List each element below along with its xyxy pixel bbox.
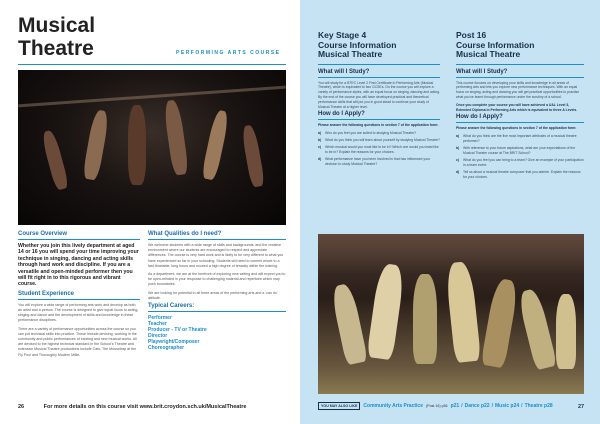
careers-heading: Typical Careers: [148, 303, 195, 310]
also-like-tag: YOU MAY ALSO LIKE [318, 402, 360, 410]
post16-study-heading: What will I Study? [456, 69, 508, 75]
list-item: a) What do you think are the five most important attributes of a musical theatre performer? [456, 133, 577, 143]
list-item: b) With reference to your future aspirations, what are your expectations of the Musical Theatre course at The BRIT School? [456, 145, 576, 155]
qualities-heading: What Qualities do I need? [148, 231, 222, 237]
course-url[interactable]: For more details on this course visit www.brit.croydon.sch.uk/MusicalTheatre [43, 404, 247, 410]
ks4-apply-heading: How do I Apply? [318, 111, 365, 118]
page-number: 26 [18, 404, 25, 410]
ks4-questions [318, 131, 440, 167]
right-footer: YOU MAY ALSO LIKE Community Arts Practice (Post 16) p36 p21 / Dance p22 / Music p24 / Theatre p28 [318, 401, 553, 411]
link-theatre[interactable]: Theatre p28 [524, 403, 553, 409]
course-overview-column: Course Overview Whether you join this lively department at aged 14 or 16 you will spend your time improving your technique in singing, dancing and acting skills through hard work and discipline. If you are a versatile and open-minded performer then you will fit right in to this rigorous and vibrant course. Student Experience You will explore a wide range of performing arts work and develop as both an artist and a person. The course is designed to give equal focus to acting, singing and dance and the development of skills and knowledge in these performance disciplines. There are a variety of performance opportunities across the course so you can put technical skills into practice. These include devising, working in the community and public performances of existing and new musical works. All are devised to the highest technical standard in the School's Theatre and extensive Musical Theatre productions include Cats, The Mousetrap at the Fly Pool and Thoroughly Modern Millie. [18, 231, 139, 357]
post16-heading: Post 16 Course Information Musical Theatre [456, 30, 535, 59]
qualities-column: What Qualities do I need? We welcome students with a wide range of skills and backgrounds, and the creative environment where our students are encouraged to respect and appreciate differences. The course is very hard work and is likely to be very different to what you have experienced so far in your schooling. Students will need to commit whole to a fast timetable, long hours and exceed a high degree of tenacity within the training. As a department, we are at the forefront of exploring new writing and will expect you to be open-minded in your response to challenging material and repertoire which may push boundaries. We are looking for potential in all three areas of the performing arts and a 'can do' attitude. Typical Careers: Performer Teacher Producer - TV or Theatre Director Playwright/Composer Choreographer [148, 231, 286, 352]
post16-column: What will I Study? This course focuses on developing your skills and knowledge in all areas of performing arts and lets you explore new performance techniques. With an equal focus on singing, acting and dancing you will get practical opportunities to practise what you've learnt through performance under the scrutiny of a school. Once you complete your course you will have achieved a UAL Level 3, Extended Diploma in Performing Arts which is equivalent to three A Levels. How do I Apply? Please answer the following questions in section 7 of the application form: a) What do you think are the five most important attributes of a musical theatre performer? b) With reference to your future aspirations, what are your expectations of the Musical Theatre course at The BRIT School? c) What do you feel you can bring to a team? Give an example of your participation in a team event. d) Tell us about a musical theatre composer that you admire. Explain the reasons for your choices. [456, 69, 584, 179]
ks4-study-heading: What will I Study? [318, 69, 370, 75]
page-number-right: 27 [578, 404, 585, 410]
link-community-arts[interactable]: Community Arts Practice [363, 403, 423, 409]
list-item: d) Tell us about a musical theatre composer that you admire. Explain the reasons for your choices. [456, 170, 581, 179]
performance-photo [318, 234, 584, 394]
ks4-heading: Key Stage 4 Course Information Musical Theatre [318, 30, 397, 59]
page-title: Musical Theatre [18, 14, 96, 60]
careers-list: Performer Teacher Producer - TV or Theatre Director Playwright/Composer Choreographer [148, 315, 207, 352]
list-item: b) What do you think you will learn about yourself by studying Musical Theatre? [318, 138, 440, 143]
list-item: d) What performance have you been involved in that has influenced your decision to study Musical Theatre? [318, 157, 430, 167]
ks4-column: What will I Study? You will study for a BTEC Level 2 First Certificate in Performing Arts (Musical Theatre), which is equivalent to two GCSEs. On the course you will explore a variety of performance styles, with an equal focus on singing, dancing and acting. By the end of the course you will have developed practical and theoretical performance skills that will put you in good stead to continue your study of Musical Theatre at a higher level. How do I Apply? Please answer the following questions in section 7 of the application form: a) Who do you feel you are suited to studying Musical Theatre? b) What do you think you will learn about yourself by studying Musical Theatre? c) Which musical would you most like to be in? Which one would you least like to be in? Explain the reasons for your choices. d) What performance have you been involved in that has influenced your decision to study Musical Theatre? [318, 69, 440, 167]
post16-apply-heading: How do I Apply? [456, 114, 503, 121]
list-item: c) Which musical would you most like to be in? Which one would you least like to be in? Explain the reasons for your choices. [318, 145, 439, 155]
student-experience-heading: Student Experience [18, 290, 75, 297]
overview-lead: Whether you join this lively department at aged 14 or 16 you will spend your time improving your technique in singing, dancing and acting skills through hard work and discipline. If you are a versatile and open-minded performer then you will fit right in to this rigorous and vibrant course. [18, 243, 139, 288]
link-music[interactable]: Music p24 [494, 403, 520, 409]
left-footer [18, 404, 246, 410]
list-item: a) Who do you feel you are suited to studying Musical Theatre? [318, 130, 416, 135]
link-p21[interactable]: p21 [450, 403, 460, 409]
hero-photo-dancers [18, 70, 286, 225]
title-divider [18, 64, 286, 65]
list-item: c) What do you feel you can bring to a team? Give an example of your participation in a team event. [456, 157, 584, 167]
course-kicker: PERFORMING ARTS COURSE [176, 50, 281, 56]
link-dance[interactable]: Dance p22 [464, 403, 490, 409]
post16-questions [456, 134, 584, 180]
course-overview-heading: Course Overview [18, 231, 68, 237]
